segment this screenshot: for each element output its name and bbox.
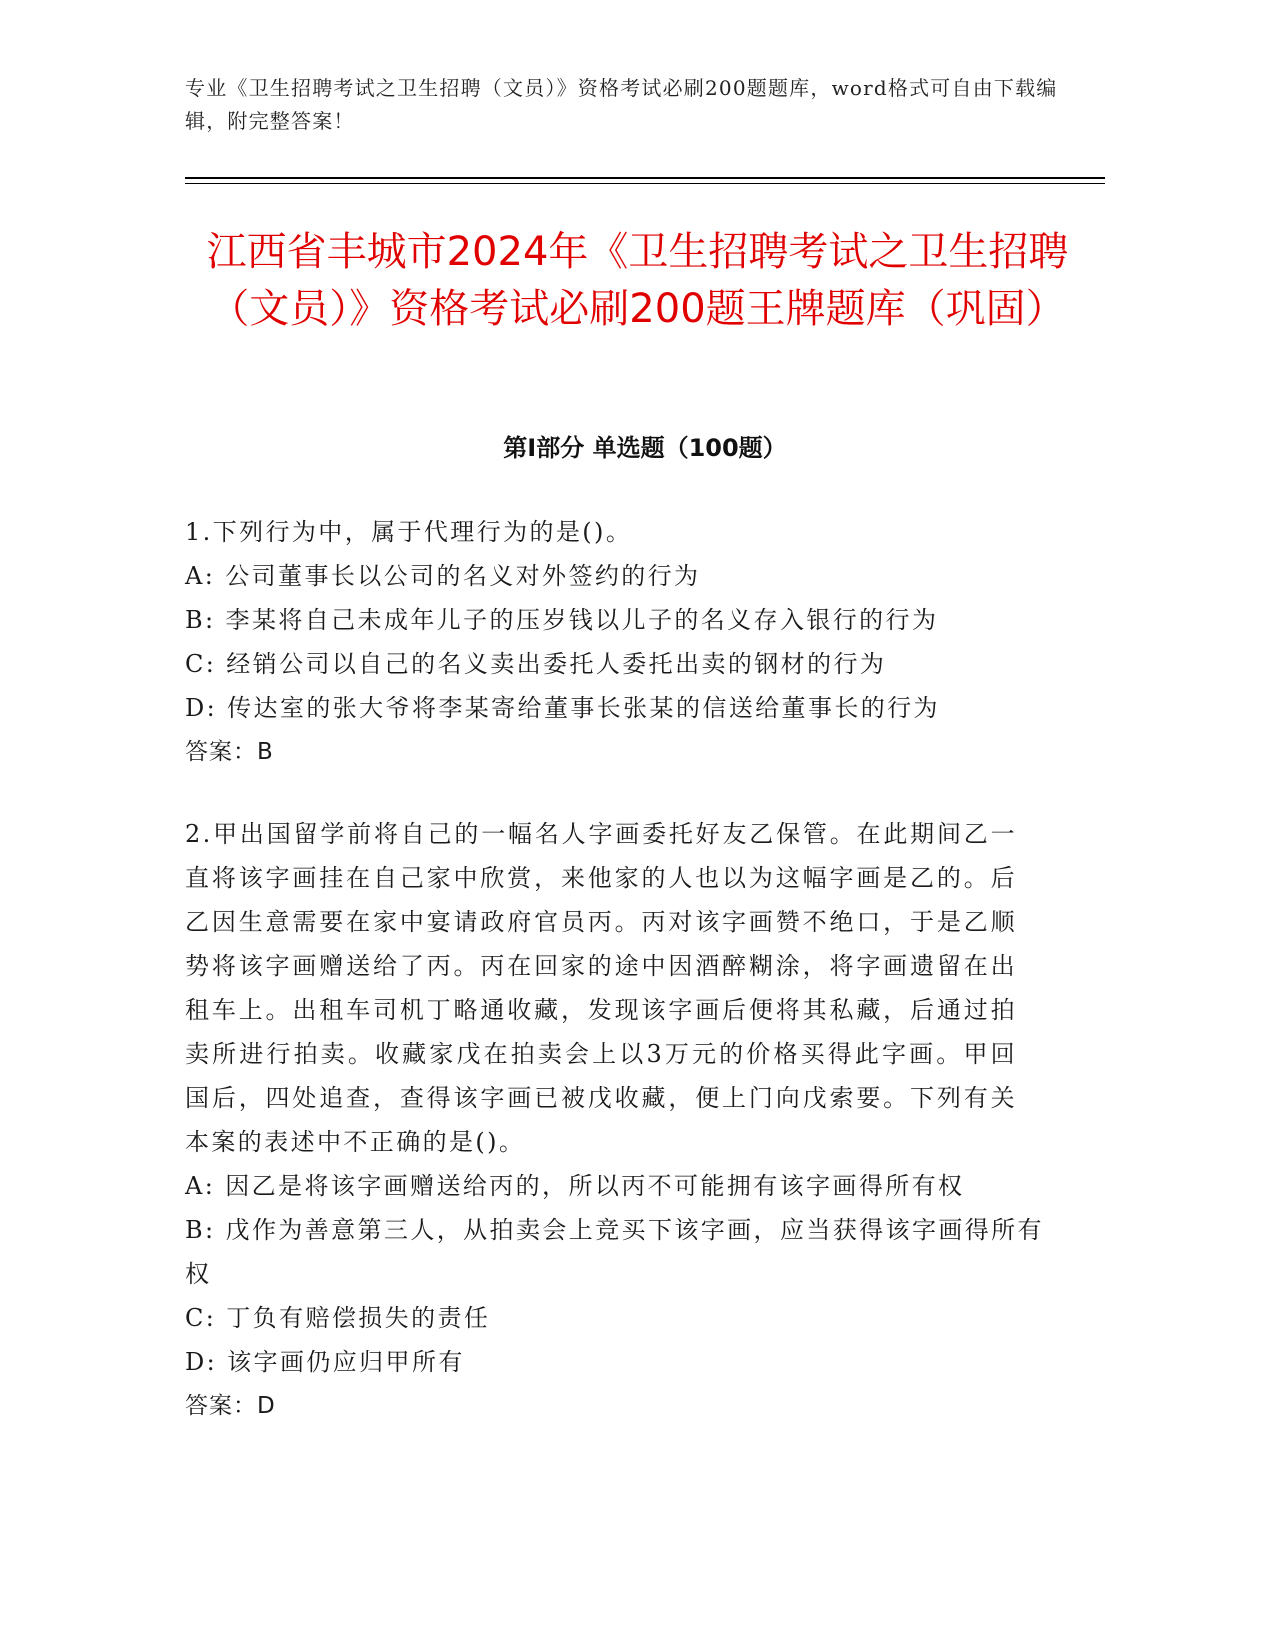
option-a: A: 公司董事长以公司的名义对外签约的行为 (185, 562, 701, 590)
option-b: B: 戊作为善意第三人，从拍卖会上竞买下该字画，应当获得该字画得所有权 (185, 1216, 1044, 1288)
option-d: D: 该字画仍应归甲所有 (185, 1348, 465, 1376)
option-c: C: 丁负有赔偿损失的责任 (185, 1304, 491, 1332)
header-divider-thick (185, 177, 1105, 179)
option-c: C: 经销公司以自己的名义卖出委托人委托出卖的钢材的行为 (185, 650, 887, 678)
option-a: A: 因乙是将该字画赠送给丙的，所以丙不可能拥有该字画得所有权 (185, 1172, 965, 1200)
header-note: 专业《卫生招聘考试之卫生招聘（文员）》资格考试必刷200题题库，word格式可自由下载编辑，附完整答案！ (185, 76, 1058, 133)
option-d: D: 传达室的张大爷将李某寄给董事长张某的信送给董事长的行为 (185, 694, 940, 722)
document-title: 江西省丰城市2024年《卫生招聘考试之卫生招聘（文员）》资格考试必刷200题王牌题库（巩固） (206, 229, 1069, 332)
header-divider-thin (185, 183, 1105, 184)
answer: 答案：D (185, 1393, 276, 1419)
option-b: B: 李某将自己未成年儿子的压岁钱以儿子的名义存入银行的行为 (185, 606, 939, 634)
answer: 答案：B (185, 739, 274, 765)
question-2 (185, 812, 1045, 1428)
section-heading: 第I部分 单选题（100题） (503, 434, 787, 462)
question-stem: 1.下列行为中，属于代理行为的是()。 (185, 518, 633, 546)
question-1 (185, 510, 1045, 774)
question-stem: 2.甲出国留学前将自己的一幅名人字画委托好友乙保管。在此期间乙一直将该字画挂在自己家中欣赏，来他家的人也以为这幅字画是乙的。后乙因生意需要在家中宴请政府官员丙。丙对该字画赞不绝口，于是乙顺势将该字画赠送给了丙。丙在回家的途中因酒醉糊涂，将字画遗留在出租车上。出租车司机丁略通收藏，发现该字画后便将其私藏，后通过拍卖所进行拍卖。收藏家戊在拍卖会上以3万元的价格买得此字画。甲回国后，四处追查，查得该字画已被戊收藏，便上门向戊索要。下列有关本案的表述中不正确的是()。 (185, 820, 1017, 1156)
